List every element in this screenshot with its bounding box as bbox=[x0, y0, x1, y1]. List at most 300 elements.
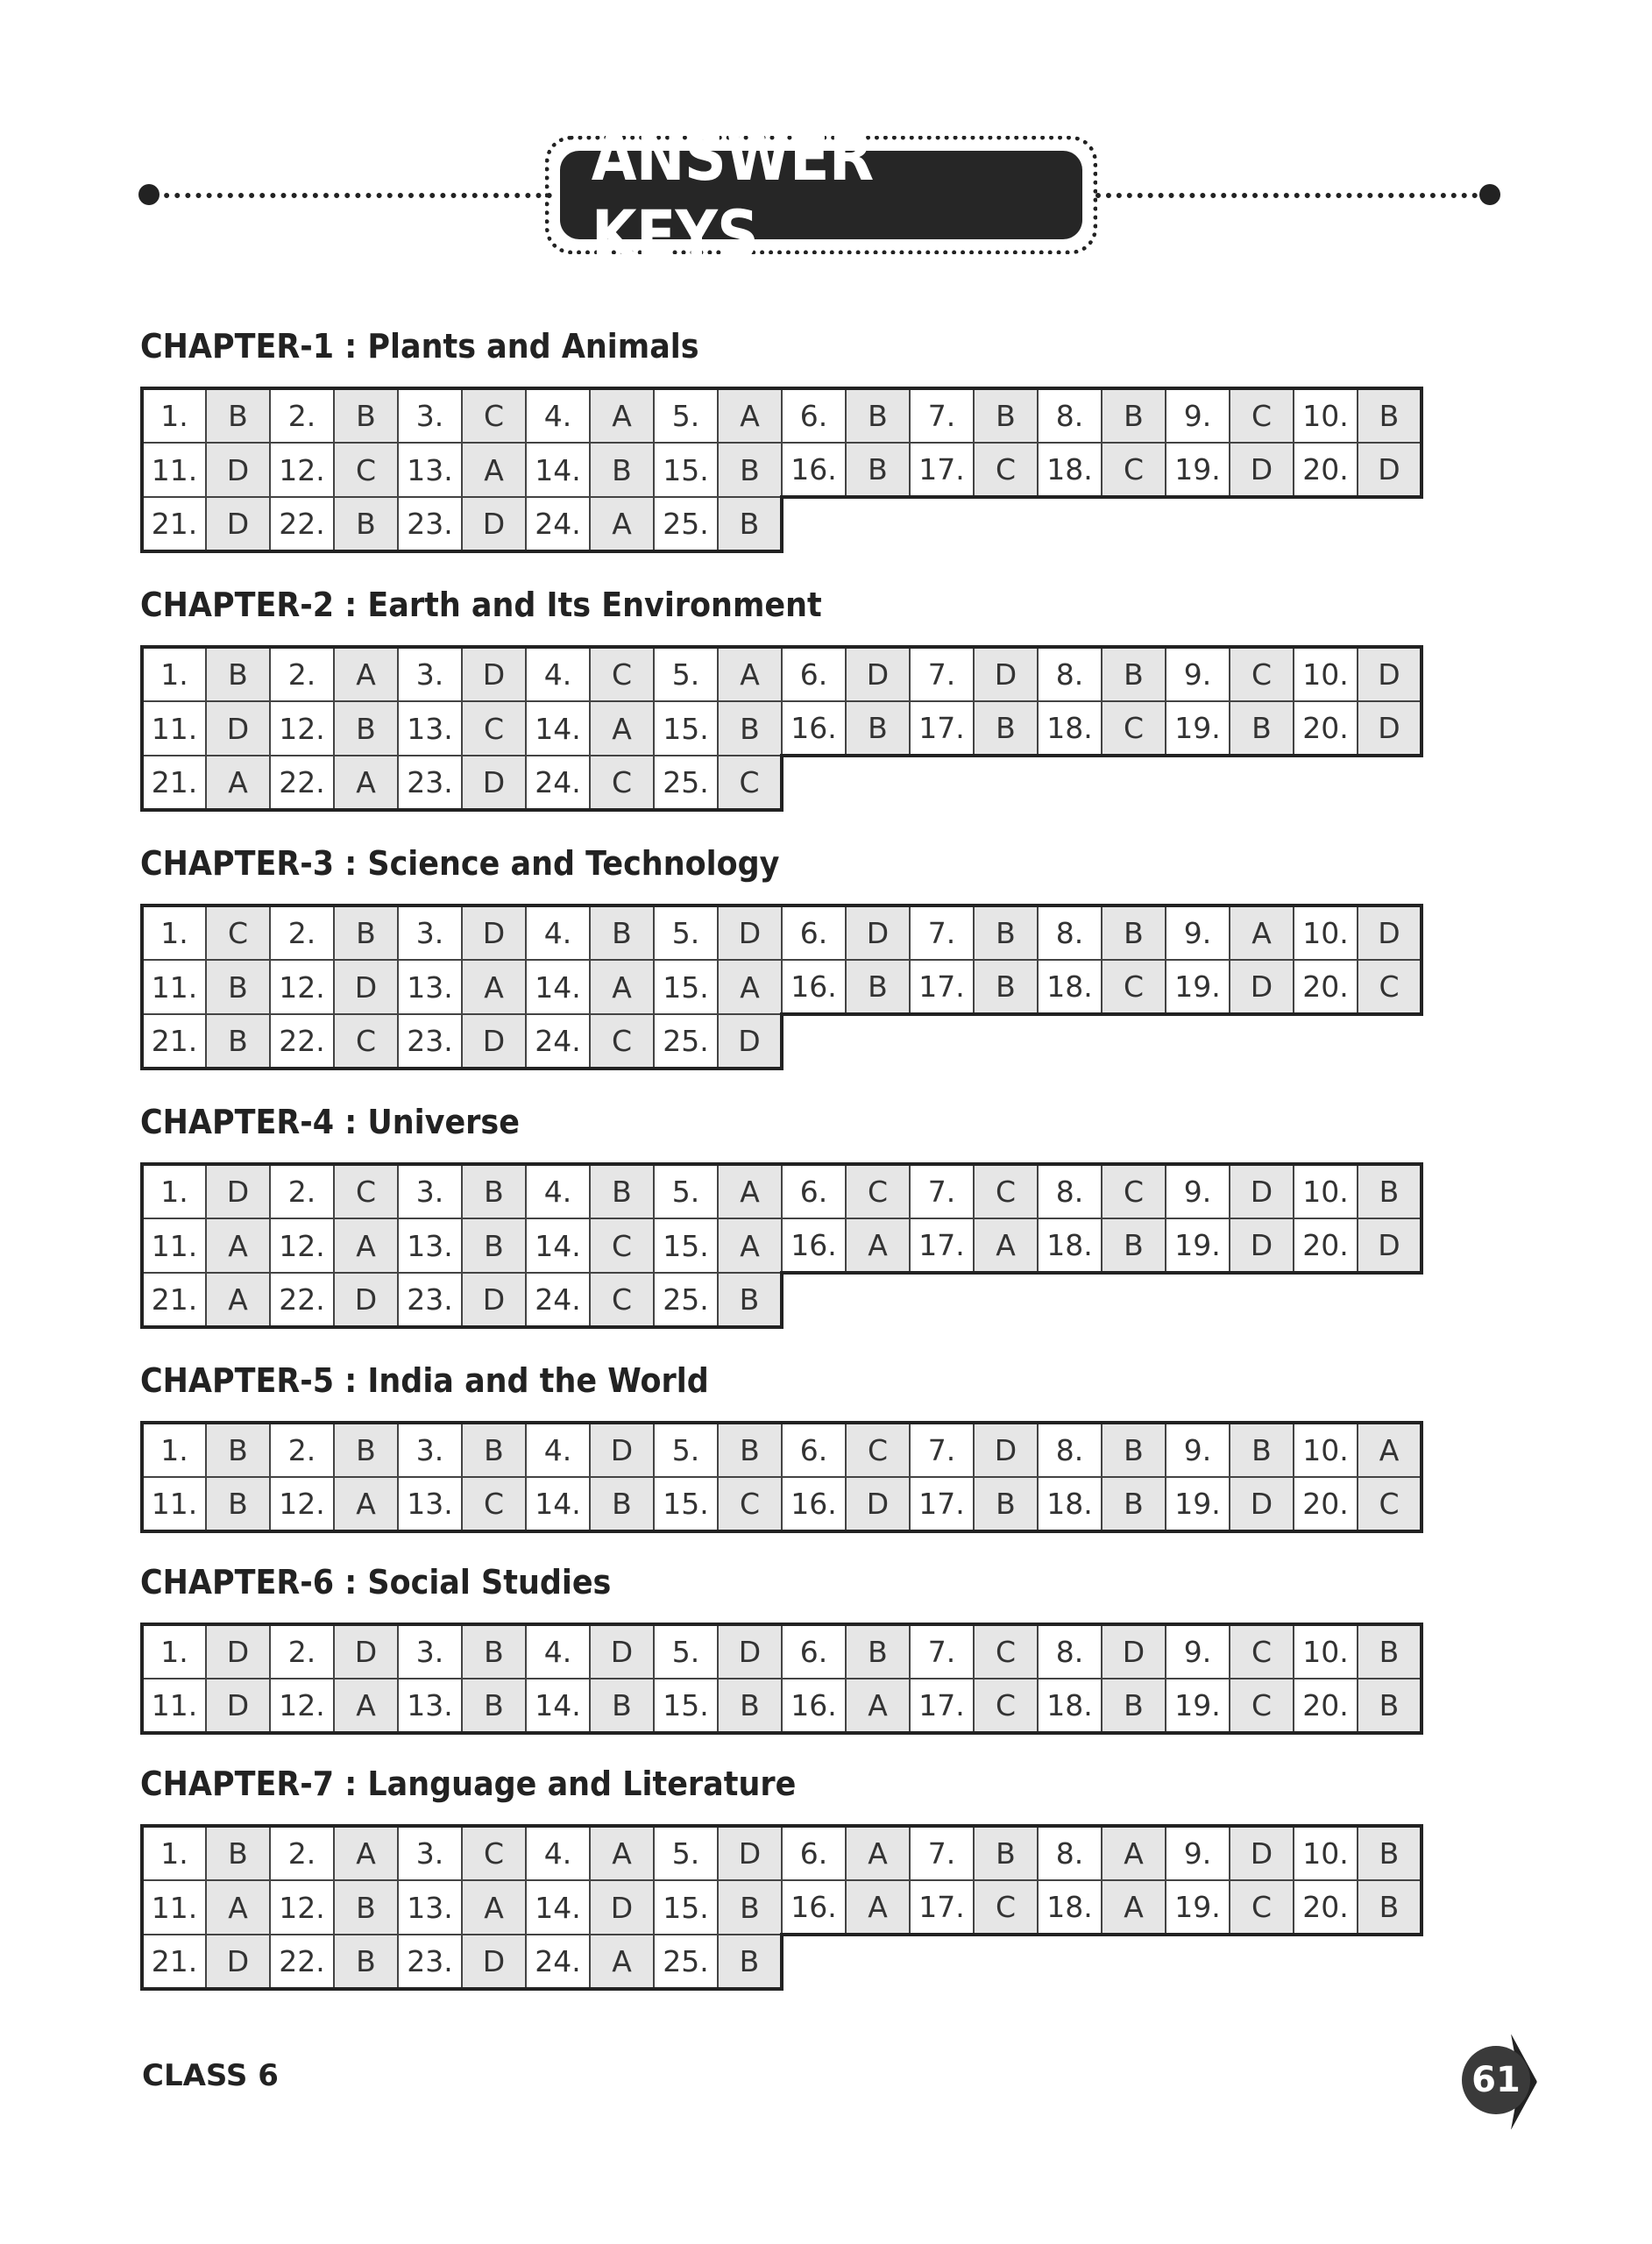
question-number: 9. bbox=[1166, 1423, 1230, 1477]
question-number: 4. bbox=[526, 1624, 590, 1679]
empty-cell bbox=[1230, 1014, 1294, 1069]
question-number: 23. bbox=[398, 497, 462, 551]
question-number: 19. bbox=[1166, 1477, 1230, 1531]
question-number: 12. bbox=[270, 1679, 334, 1733]
empty-cell bbox=[910, 1935, 974, 1989]
question-number: 15. bbox=[654, 960, 718, 1014]
question-number: 17. bbox=[910, 1477, 974, 1531]
chapter-title bbox=[140, 1096, 1423, 1148]
question-number: 22. bbox=[270, 1935, 334, 1989]
question-number: 12. bbox=[270, 701, 334, 756]
answer-cell: B bbox=[1102, 905, 1166, 960]
answer-cell: C bbox=[206, 905, 270, 960]
answer-cell: B bbox=[846, 443, 910, 497]
answer-cell: D bbox=[462, 647, 526, 701]
table-row bbox=[142, 1624, 1422, 1679]
question-number: 17. bbox=[910, 443, 974, 497]
question-number: 4. bbox=[526, 1826, 590, 1880]
question-number: 20. bbox=[1294, 1880, 1358, 1935]
question-number: 21. bbox=[142, 1273, 206, 1327]
table-row bbox=[142, 388, 1422, 443]
answer-cell: B bbox=[206, 960, 270, 1014]
question-number: 9. bbox=[1166, 1164, 1230, 1218]
empty-cell bbox=[846, 497, 910, 551]
question-number: 20. bbox=[1294, 1218, 1358, 1273]
question-number: 8. bbox=[1038, 388, 1102, 443]
empty-cell bbox=[1166, 1935, 1230, 1989]
question-number: 25. bbox=[654, 1273, 718, 1327]
answer-key-table bbox=[140, 645, 1423, 812]
empty-cell bbox=[1358, 756, 1422, 810]
question-number: 9. bbox=[1166, 647, 1230, 701]
question-number: 4. bbox=[526, 905, 590, 960]
title-badge bbox=[545, 117, 1097, 273]
question-number: 2. bbox=[270, 1826, 334, 1880]
answer-cell: D bbox=[1358, 1218, 1422, 1273]
answer-cell: B bbox=[590, 905, 654, 960]
page-title: ANSWER KEYS bbox=[591, 117, 874, 273]
answer-cell: A bbox=[1102, 1826, 1166, 1880]
chapter-title bbox=[140, 579, 1423, 631]
empty-cell bbox=[1038, 497, 1102, 551]
question-number: 3. bbox=[398, 1164, 462, 1218]
question-number: 5. bbox=[654, 1164, 718, 1218]
empty-cell bbox=[1294, 1014, 1358, 1069]
answer-cell: B bbox=[974, 905, 1038, 960]
answer-cell: D bbox=[846, 1477, 910, 1531]
empty-cell bbox=[1294, 1935, 1358, 1989]
answer-cell: A bbox=[846, 1218, 910, 1273]
answer-cell: B bbox=[846, 1624, 910, 1679]
question-number: 22. bbox=[270, 1014, 334, 1069]
question-number: 12. bbox=[270, 443, 334, 497]
question-number: 24. bbox=[526, 756, 590, 810]
answer-cell: C bbox=[1230, 1880, 1294, 1935]
question-number: 10. bbox=[1294, 1826, 1358, 1880]
question-number: 10. bbox=[1294, 388, 1358, 443]
question-number: 18. bbox=[1038, 1218, 1102, 1273]
answer-cell: D bbox=[590, 1880, 654, 1935]
answer-cell: C bbox=[590, 647, 654, 701]
question-number: 7. bbox=[910, 1826, 974, 1880]
answer-cell: B bbox=[1102, 1679, 1166, 1733]
question-number: 23. bbox=[398, 756, 462, 810]
question-number: 21. bbox=[142, 1935, 206, 1989]
chapter-title bbox=[140, 1354, 1423, 1407]
answer-cell: D bbox=[206, 1679, 270, 1733]
question-number: 6. bbox=[782, 905, 846, 960]
empty-cell bbox=[846, 756, 910, 810]
question-number: 5. bbox=[654, 1423, 718, 1477]
question-number: 9. bbox=[1166, 1826, 1230, 1880]
answer-cell: D bbox=[462, 1273, 526, 1327]
question-number: 1. bbox=[142, 1423, 206, 1477]
chapter-section bbox=[140, 579, 1423, 812]
empty-cell bbox=[1166, 497, 1230, 551]
answer-cell: C bbox=[718, 1477, 782, 1531]
answer-cell: B bbox=[718, 1935, 782, 1989]
answer-cell: B bbox=[334, 905, 398, 960]
answer-key-table bbox=[140, 387, 1423, 553]
question-number: 16. bbox=[782, 1477, 846, 1531]
chapter-title bbox=[140, 1758, 1423, 1810]
answer-cell: A bbox=[590, 701, 654, 756]
question-number: 1. bbox=[142, 1164, 206, 1218]
answer-cell: B bbox=[590, 1477, 654, 1531]
answer-cell: D bbox=[718, 905, 782, 960]
answer-cell: B bbox=[718, 497, 782, 551]
question-number: 8. bbox=[1038, 1423, 1102, 1477]
empty-cell bbox=[1294, 756, 1358, 810]
answer-key-table bbox=[140, 1421, 1423, 1533]
answer-cell: B bbox=[206, 1826, 270, 1880]
empty-cell bbox=[1230, 756, 1294, 810]
answer-cell: C bbox=[334, 1014, 398, 1069]
question-number: 23. bbox=[398, 1273, 462, 1327]
answer-cell: B bbox=[206, 1014, 270, 1069]
answer-cell: D bbox=[718, 1624, 782, 1679]
question-number: 9. bbox=[1166, 905, 1230, 960]
answer-cell: A bbox=[462, 1880, 526, 1935]
question-number: 24. bbox=[526, 1273, 590, 1327]
table-row bbox=[142, 1477, 1422, 1531]
answer-cell: D bbox=[1102, 1624, 1166, 1679]
question-number: 3. bbox=[398, 1826, 462, 1880]
answer-cell: B bbox=[590, 1164, 654, 1218]
answer-cell: D bbox=[1230, 960, 1294, 1014]
answer-cell: D bbox=[334, 1624, 398, 1679]
answer-cell: A bbox=[206, 1273, 270, 1327]
question-number: 7. bbox=[910, 1423, 974, 1477]
question-number: 1. bbox=[142, 1826, 206, 1880]
answer-cell: D bbox=[206, 443, 270, 497]
class-label: CLASS 6 bbox=[142, 2058, 279, 2093]
question-number: 20. bbox=[1294, 1679, 1358, 1733]
chapter-title-text: CHAPTER-7 : Language and Literature bbox=[140, 1765, 797, 1803]
answer-cell: B bbox=[974, 701, 1038, 756]
empty-cell bbox=[1166, 756, 1230, 810]
question-number: 13. bbox=[398, 443, 462, 497]
question-number: 1. bbox=[142, 1624, 206, 1679]
answer-cell: C bbox=[1358, 960, 1422, 1014]
question-number: 15. bbox=[654, 701, 718, 756]
question-number: 12. bbox=[270, 1477, 334, 1531]
title-badge-fill bbox=[560, 117, 1082, 273]
empty-cell bbox=[974, 497, 1038, 551]
answer-cell: B bbox=[462, 1423, 526, 1477]
question-number: 10. bbox=[1294, 1624, 1358, 1679]
empty-cell bbox=[1038, 1014, 1102, 1069]
answer-cell: C bbox=[974, 443, 1038, 497]
answer-cell: D bbox=[462, 756, 526, 810]
answer-cell: D bbox=[206, 1164, 270, 1218]
empty-cell bbox=[1102, 497, 1166, 551]
empty-cell bbox=[910, 756, 974, 810]
question-number: 13. bbox=[398, 1477, 462, 1531]
answer-cell: B bbox=[974, 388, 1038, 443]
answer-cell: B bbox=[1358, 1880, 1422, 1935]
empty-cell bbox=[1294, 497, 1358, 551]
table-row bbox=[142, 1826, 1422, 1880]
dotted-rule-left bbox=[153, 193, 552, 198]
answer-cell: B bbox=[1102, 1423, 1166, 1477]
question-number: 17. bbox=[910, 1679, 974, 1733]
answer-cell: B bbox=[1358, 1164, 1422, 1218]
table-row bbox=[142, 1880, 1422, 1935]
question-number: 23. bbox=[398, 1014, 462, 1069]
table-row bbox=[142, 1014, 1422, 1069]
question-number: 7. bbox=[910, 388, 974, 443]
chapter-title-text: CHAPTER-3 : Science and Technology bbox=[140, 844, 780, 883]
chapter-section bbox=[140, 320, 1423, 553]
answer-key-table bbox=[140, 904, 1423, 1070]
answer-cell: B bbox=[718, 443, 782, 497]
answer-cell: C bbox=[1102, 1164, 1166, 1218]
question-number: 13. bbox=[398, 1880, 462, 1935]
answer-cell: A bbox=[334, 1477, 398, 1531]
answer-cell: C bbox=[1358, 1477, 1422, 1531]
answer-cell: D bbox=[590, 1423, 654, 1477]
answer-cell: A bbox=[206, 1218, 270, 1273]
answer-cell: C bbox=[590, 1273, 654, 1327]
question-number: 7. bbox=[910, 1164, 974, 1218]
empty-cell bbox=[846, 1273, 910, 1327]
answer-cell: C bbox=[590, 1014, 654, 1069]
question-number: 16. bbox=[782, 1218, 846, 1273]
answer-cell: B bbox=[846, 701, 910, 756]
question-number: 24. bbox=[526, 497, 590, 551]
answer-cell: A bbox=[974, 1218, 1038, 1273]
answer-cell: B bbox=[1358, 388, 1422, 443]
answer-cell: D bbox=[1358, 443, 1422, 497]
question-number: 15. bbox=[654, 1679, 718, 1733]
answer-cell: A bbox=[1102, 1880, 1166, 1935]
answer-cell: D bbox=[462, 905, 526, 960]
question-number: 13. bbox=[398, 1218, 462, 1273]
question-number: 6. bbox=[782, 1624, 846, 1679]
empty-cell bbox=[1038, 1935, 1102, 1989]
table-row bbox=[142, 701, 1422, 756]
chapter-title-text: CHAPTER-2 : Earth and Its Environment bbox=[140, 586, 822, 624]
question-number: 4. bbox=[526, 1423, 590, 1477]
empty-cell bbox=[974, 756, 1038, 810]
question-number: 12. bbox=[270, 1880, 334, 1935]
empty-cell bbox=[910, 1273, 974, 1327]
question-number: 9. bbox=[1166, 1624, 1230, 1679]
answer-cell: B bbox=[718, 701, 782, 756]
question-number: 1. bbox=[142, 388, 206, 443]
answer-cell: C bbox=[1230, 647, 1294, 701]
empty-cell bbox=[782, 1273, 846, 1327]
answer-cell: D bbox=[846, 647, 910, 701]
answer-cell: B bbox=[462, 1624, 526, 1679]
question-number: 24. bbox=[526, 1935, 590, 1989]
table-row bbox=[142, 1218, 1422, 1273]
answer-cell: C bbox=[974, 1164, 1038, 1218]
empty-cell bbox=[782, 1014, 846, 1069]
question-number: 13. bbox=[398, 1679, 462, 1733]
empty-cell bbox=[1102, 1935, 1166, 1989]
empty-cell bbox=[846, 1014, 910, 1069]
answer-cell: B bbox=[334, 497, 398, 551]
empty-cell bbox=[846, 1935, 910, 1989]
question-number: 16. bbox=[782, 701, 846, 756]
question-number: 11. bbox=[142, 1880, 206, 1935]
answer-cell: A bbox=[334, 647, 398, 701]
question-number: 11. bbox=[142, 960, 206, 1014]
question-number: 13. bbox=[398, 701, 462, 756]
question-number: 7. bbox=[910, 1624, 974, 1679]
answer-cell: A bbox=[462, 960, 526, 1014]
answer-cell: D bbox=[206, 1935, 270, 1989]
empty-cell bbox=[1038, 1273, 1102, 1327]
question-number: 24. bbox=[526, 1014, 590, 1069]
answer-cell: D bbox=[206, 701, 270, 756]
question-number: 5. bbox=[654, 1624, 718, 1679]
question-number: 5. bbox=[654, 647, 718, 701]
question-number: 11. bbox=[142, 443, 206, 497]
empty-cell bbox=[782, 1935, 846, 1989]
question-number: 3. bbox=[398, 1423, 462, 1477]
answer-cell: C bbox=[1230, 388, 1294, 443]
question-number: 17. bbox=[910, 701, 974, 756]
empty-cell bbox=[1230, 1273, 1294, 1327]
answer-cell: B bbox=[590, 1679, 654, 1733]
question-number: 25. bbox=[654, 1935, 718, 1989]
question-number: 21. bbox=[142, 497, 206, 551]
table-row bbox=[142, 1935, 1422, 1989]
question-number: 20. bbox=[1294, 701, 1358, 756]
question-number: 8. bbox=[1038, 647, 1102, 701]
answer-cell: D bbox=[590, 1624, 654, 1679]
chapter-title-text: CHAPTER-4 : Universe bbox=[140, 1103, 520, 1141]
answer-cell: A bbox=[334, 1826, 398, 1880]
question-number: 14. bbox=[526, 1477, 590, 1531]
question-number: 5. bbox=[654, 1826, 718, 1880]
answer-cell: D bbox=[334, 1273, 398, 1327]
question-number: 25. bbox=[654, 756, 718, 810]
answer-cell: A bbox=[462, 443, 526, 497]
question-number: 19. bbox=[1166, 1218, 1230, 1273]
question-number: 20. bbox=[1294, 960, 1358, 1014]
question-number: 11. bbox=[142, 1679, 206, 1733]
answer-cell: C bbox=[334, 443, 398, 497]
empty-cell bbox=[1358, 497, 1422, 551]
question-number: 16. bbox=[782, 1880, 846, 1935]
empty-cell bbox=[782, 756, 846, 810]
chapter-section bbox=[140, 1096, 1423, 1329]
answer-cell: B bbox=[1230, 701, 1294, 756]
chapter-section bbox=[140, 1758, 1423, 1991]
answer-cell: A bbox=[718, 960, 782, 1014]
chapter-title-text: CHAPTER-5 : India and the World bbox=[140, 1361, 709, 1400]
question-number: 12. bbox=[270, 1218, 334, 1273]
question-number: 3. bbox=[398, 1624, 462, 1679]
question-number: 15. bbox=[654, 1880, 718, 1935]
question-number: 22. bbox=[270, 1273, 334, 1327]
answer-cell: C bbox=[462, 701, 526, 756]
question-number: 8. bbox=[1038, 905, 1102, 960]
answer-cell: B bbox=[718, 1679, 782, 1733]
question-number: 6. bbox=[782, 1423, 846, 1477]
question-number: 20. bbox=[1294, 1477, 1358, 1531]
answer-cell: B bbox=[846, 960, 910, 1014]
answer-cell: D bbox=[718, 1826, 782, 1880]
answer-cell: A bbox=[590, 960, 654, 1014]
answer-cell: C bbox=[462, 388, 526, 443]
answer-cell: B bbox=[206, 647, 270, 701]
question-number: 1. bbox=[142, 647, 206, 701]
answer-cell: B bbox=[1358, 1624, 1422, 1679]
chapter-title-text: CHAPTER-6 : Social Studies bbox=[140, 1563, 612, 1601]
question-number: 10. bbox=[1294, 647, 1358, 701]
question-number: 19. bbox=[1166, 443, 1230, 497]
question-number: 6. bbox=[782, 388, 846, 443]
answer-cell: B bbox=[718, 1880, 782, 1935]
table-row bbox=[142, 905, 1422, 960]
answer-key-table bbox=[140, 1162, 1423, 1329]
question-number: 6. bbox=[782, 1826, 846, 1880]
question-number: 19. bbox=[1166, 701, 1230, 756]
chapter-section bbox=[140, 1354, 1423, 1533]
answer-cell: D bbox=[1230, 1477, 1294, 1531]
table-row bbox=[142, 1273, 1422, 1327]
question-number: 17. bbox=[910, 1218, 974, 1273]
answer-cell: C bbox=[974, 1679, 1038, 1733]
chapter-title bbox=[140, 320, 1423, 373]
question-number: 18. bbox=[1038, 701, 1102, 756]
answer-cell: A bbox=[1358, 1423, 1422, 1477]
empty-cell bbox=[1294, 1273, 1358, 1327]
question-number: 10. bbox=[1294, 1423, 1358, 1477]
empty-cell bbox=[1358, 1273, 1422, 1327]
answer-cell: A bbox=[1230, 905, 1294, 960]
question-number: 14. bbox=[526, 1679, 590, 1733]
table-row bbox=[142, 1164, 1422, 1218]
question-number: 25. bbox=[654, 1014, 718, 1069]
answer-cell: A bbox=[590, 388, 654, 443]
question-number: 19. bbox=[1166, 1880, 1230, 1935]
question-number: 3. bbox=[398, 388, 462, 443]
table-row bbox=[142, 497, 1422, 551]
empty-cell bbox=[1230, 1935, 1294, 1989]
question-number: 14. bbox=[526, 701, 590, 756]
answer-cell: B bbox=[1102, 1477, 1166, 1531]
question-number: 22. bbox=[270, 756, 334, 810]
question-number: 2. bbox=[270, 647, 334, 701]
empty-cell bbox=[1102, 1014, 1166, 1069]
answer-cell: C bbox=[1102, 443, 1166, 497]
question-number: 3. bbox=[398, 647, 462, 701]
question-number: 11. bbox=[142, 1218, 206, 1273]
question-number: 16. bbox=[782, 960, 846, 1014]
empty-cell bbox=[1166, 1273, 1230, 1327]
question-number: 16. bbox=[782, 1679, 846, 1733]
answer-key-table bbox=[140, 1824, 1423, 1991]
question-number: 8. bbox=[1038, 1164, 1102, 1218]
answer-cell: B bbox=[1102, 388, 1166, 443]
question-number: 17. bbox=[910, 1880, 974, 1935]
answer-cell: C bbox=[462, 1826, 526, 1880]
chapter-section bbox=[140, 837, 1423, 1070]
question-number: 14. bbox=[526, 960, 590, 1014]
empty-cell bbox=[1358, 1014, 1422, 1069]
empty-cell bbox=[1038, 756, 1102, 810]
table-row bbox=[142, 756, 1422, 810]
answer-cell: B bbox=[974, 1826, 1038, 1880]
question-number: 5. bbox=[654, 905, 718, 960]
question-number: 13. bbox=[398, 960, 462, 1014]
